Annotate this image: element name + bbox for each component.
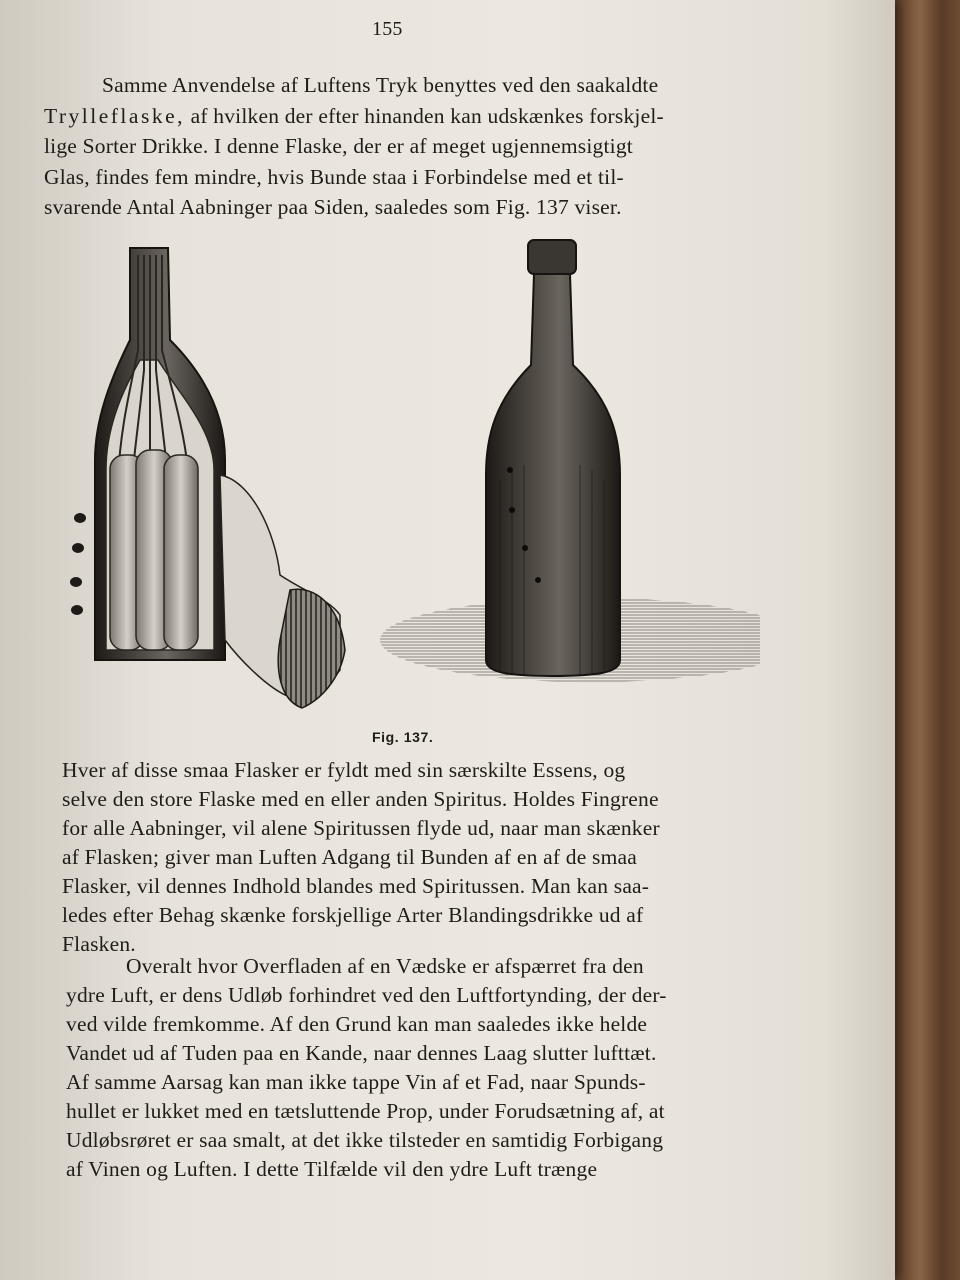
paragraph-3-line: Overalt hvor Overfladen af en Vædske er afspærret fra den — [126, 954, 644, 978]
paragraph-3-line: ved vilde fremkomme. Af den Grund kan man saaledes ikke helde — [66, 1012, 648, 1036]
paragraph-2 — [62, 756, 660, 959]
paragraph-3-line: hullet er lukket med en tætsluttende Prop, under Forudsætning af, at — [66, 1099, 665, 1123]
paragraph-2-line: Flasken. — [62, 932, 136, 956]
paragraph-2-line: ledes efter Behag skænke forskjellige Arter Blandingsdrikke ud af — [62, 903, 644, 927]
paragraph-2-line: Flasker, vil dennes Indhold blandes med Spiritussen. Man kan saa- — [62, 874, 650, 898]
paragraph-2-line: af Flasken; giver man Luften Adgang til Bunden af en af de smaa — [62, 845, 638, 869]
paragraph-1-line: Trylleflaske, af hvilken der efter hinanden kan udskænkes forskjel- — [44, 103, 664, 128]
paragraph-1-line: svarende Antal Aabninger paa Siden, saaledes som Fig. 137 viser. — [44, 195, 622, 219]
paragraph-1 — [44, 70, 664, 223]
figure-137 — [40, 230, 760, 730]
paragraph-1-line: Glas, findes fem mindre, hvis Bunde staa i Forbindelse med et til- — [44, 164, 624, 189]
paragraph-3-line: Af samme Aarsag kan man ikke tappe Vin af et Fad, naar Spunds- — [66, 1070, 646, 1094]
term-trylleflaske: Trylleflaske, — [44, 103, 185, 128]
paragraph-3-line: Vandet ud af Tuden paa en Kande, naar dennes Laag slutter lufttæt. — [66, 1041, 657, 1065]
figure-caption: Fig. 137. — [372, 729, 434, 745]
closed-bottle-illustration — [380, 240, 760, 682]
paragraph-2-line: selve den store Flaske med en eller anden Spiritus. Holdes Fingrene — [62, 787, 659, 811]
paragraph-3-line: af Vinen og Luften. I dette Tilfælde vil den ydre Luft trænge — [66, 1157, 598, 1181]
page-number: 155 — [372, 18, 403, 40]
paragraph-2-line: for alle Aabninger, vil alene Spiritussen flyde ud, naar man skænker — [62, 816, 660, 840]
paragraph-3-line: ydre Luft, er dens Udløb forhindret ved den Luftfortynding, der der- — [66, 983, 667, 1007]
cutaway-bottle-illustration — [70, 248, 345, 708]
paragraph-2-line: Hver af disse smaa Flasker er fyldt med sin særskilte Essens, og — [62, 758, 626, 782]
paragraph-1-line: Samme Anvendelse af Luftens Tryk benyttes ved den saakaldte — [102, 73, 659, 97]
paragraph-3-line: Udløbsrøret er saa smalt, at det ikke tilsteder en samtidig Forbigang — [66, 1128, 664, 1152]
paragraph-3 — [66, 952, 667, 1184]
paragraph-1-line: lige Sorter Drikke. I denne Flaske, der er af meget ugjennemsigtigt — [44, 134, 633, 158]
